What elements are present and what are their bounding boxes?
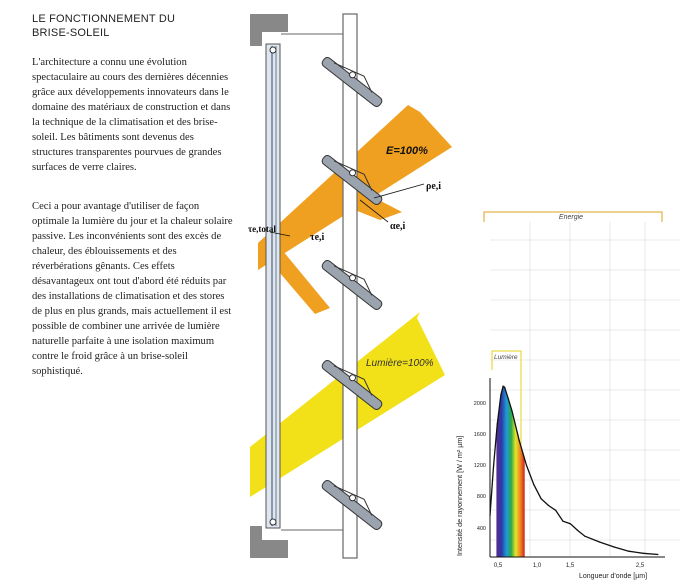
curve-point bbox=[497, 423, 498, 424]
curve-point bbox=[584, 536, 585, 537]
curve-point bbox=[614, 546, 615, 547]
y-tick-2000: 2000 bbox=[473, 401, 486, 407]
curve-point bbox=[541, 498, 542, 499]
y-tick-labels bbox=[474, 401, 486, 532]
curve-point bbox=[562, 521, 563, 522]
alpha-label: αe,i bbox=[390, 221, 406, 232]
x-tick-0-5: 0,5 bbox=[493, 563, 503, 569]
curve-point bbox=[570, 523, 571, 524]
title-line-1: LE FONCTIONNEMENT DU bbox=[32, 13, 176, 25]
curve-point bbox=[519, 440, 520, 441]
x-tick-1-0: 1,0 bbox=[532, 563, 542, 569]
rho-label: ρe,i bbox=[426, 181, 442, 192]
title-line-2: BRISE-SOLEIL bbox=[32, 27, 110, 39]
curve-point bbox=[493, 465, 494, 466]
curve-point bbox=[643, 553, 644, 554]
y-tick-800: 800 bbox=[476, 494, 486, 500]
tau-label: τe,i bbox=[310, 232, 325, 243]
curve-point bbox=[500, 394, 501, 395]
curve-point bbox=[555, 510, 556, 511]
light-band-label: Lumière bbox=[494, 354, 518, 361]
curve-point bbox=[533, 484, 534, 485]
curve-point bbox=[657, 554, 658, 555]
curve-point bbox=[628, 551, 629, 552]
x-tick-1-5: 1,5 bbox=[565, 563, 575, 569]
energy-label: E=100% bbox=[386, 145, 428, 157]
x-tick-labels bbox=[494, 563, 645, 569]
curve-point bbox=[599, 541, 600, 542]
energy-band-label: Energie bbox=[558, 214, 584, 221]
curve-point bbox=[511, 410, 512, 411]
curve-point bbox=[526, 465, 527, 466]
x-axis-label: Longueur d'onde [µm] bbox=[579, 573, 648, 580]
tau-total-label: τe,total bbox=[248, 224, 276, 234]
y-tick-1600: 1600 bbox=[473, 432, 486, 438]
y-axis-label: Intensité de rayonnement [W / m² µm] bbox=[455, 435, 464, 556]
y-tick-1200: 1200 bbox=[473, 463, 486, 469]
curve-point bbox=[577, 530, 578, 531]
article-paragraph-1: L'architecture a connu une évolution spectaculaire au cours des dernières décennies grâce aux développements innovateurs dans le domaine des matériaux de construction et dans la technique de la climatisation et des brise-soleil. Les bâtiments sont devenus des structures transparentes pourvues de grandes surfaces de verre claires. bbox=[32, 57, 231, 173]
curve-point bbox=[548, 505, 549, 506]
light-label: Lumière=100% bbox=[366, 358, 434, 369]
x-tick-2-5: 2,5 bbox=[635, 563, 645, 569]
y-tick-400: 400 bbox=[476, 526, 486, 532]
curve-point bbox=[504, 387, 505, 388]
article-paragraph-2: Ceci a pour avantage d'utiliser de façon optimale la lumière du jour et la chaleur solaire passive. Les inconvénients sont des excès de chaleur, des éblouissements et des réverbérations gênants. Ces effets désavantageux ont tout d'abord été réduits par des installations de climatisation et des stores de plus en plus grands, mais actuellement il est possible de combiner une arrivée de lumière naturelle parfaite à une isolation maximum contre le froid grâce à un brise-soleil sophistiqué. bbox=[32, 201, 233, 377]
visible-spectrum-fill bbox=[496, 386, 524, 557]
curve-point bbox=[503, 386, 504, 387]
curve-point bbox=[508, 398, 509, 399]
